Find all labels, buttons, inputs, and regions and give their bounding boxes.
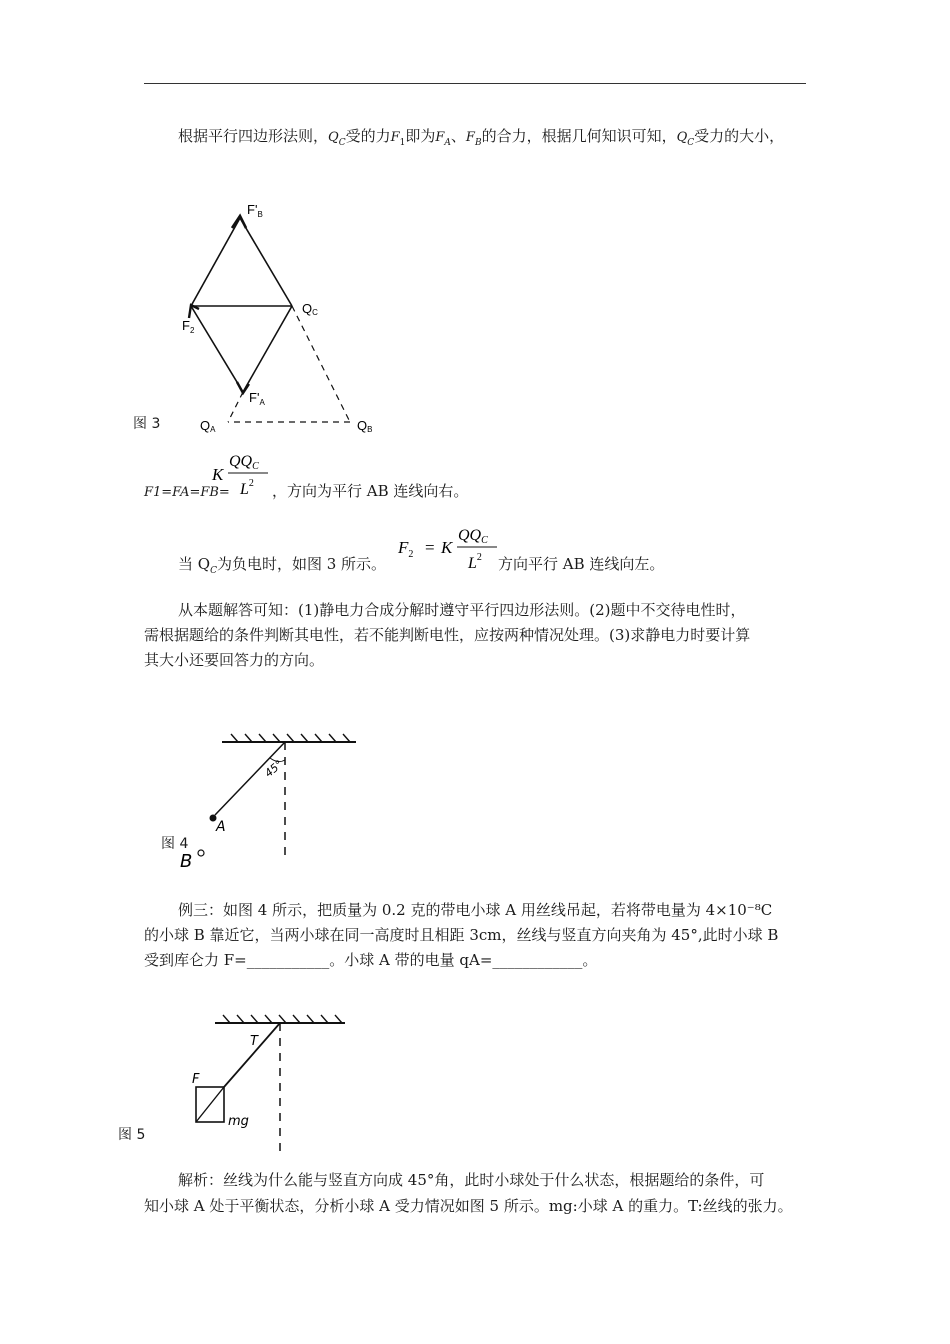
lhs-f2: $F_2$ — [398, 538, 414, 560]
text: 根据平行四边形法则， — [178, 127, 329, 145]
fa-symbol: F — [435, 130, 445, 145]
text: 受力的大小， — [694, 127, 785, 145]
tension-label: T — [250, 1034, 258, 1049]
example-3-line-3: 受到库仑力 F=___________。小球 A 带的电量 qA=____________。 — [144, 951, 598, 969]
tension-line — [224, 1023, 280, 1087]
label-fb: $F'_B$ — [247, 202, 263, 219]
example-3-line-2: 的小球 B 靠近它，当两小球在同一高度时且相距 3cm，丝线与竖直方向夹角为 45°,此时小球 B — [144, 926, 779, 944]
text: 当 Q — [178, 555, 211, 573]
label-f2: $F_2$ — [182, 318, 195, 335]
equation-2-direction: 方向平行 AB 连线向左。 — [498, 555, 665, 573]
label-qc: QC — [302, 301, 318, 317]
subscript: B — [474, 138, 482, 148]
label-qa: QA — [200, 418, 216, 434]
angle-label: 45° — [262, 757, 286, 780]
text: 即为 — [405, 127, 436, 145]
text: 、 — [450, 127, 466, 145]
subscript: A — [444, 138, 451, 148]
conclusion-line-1: 从本题解答可知：(1)静电力合成分解时遵守平行四边形法则。(2)题中不交待电性时， — [178, 601, 746, 619]
qc-symbol: Q — [328, 130, 339, 145]
label-qb: QB — [357, 418, 373, 434]
force-label: F — [192, 1072, 200, 1087]
denominator: $L^2$ — [468, 552, 482, 572]
figure-3-label: 图 3 — [133, 416, 161, 432]
ceiling-hatching — [223, 1015, 342, 1023]
label-fa: $F'_A$ — [249, 390, 265, 407]
equals-sign: = — [425, 538, 435, 557]
analysis-line-2: 知小球 A 处于平衡状态，分析小球 A 受力情况如图 5 所示。mg:小球 A 的重力。T:丝线的张力。 — [144, 1197, 793, 1215]
denominator: $L^2$ — [240, 478, 254, 498]
k-constant: K — [212, 465, 224, 484]
equation-lhs: F1=FA=FB= — [144, 485, 230, 500]
conclusion-line-2: 需根据题给的条件判断其电性，若不能判断电性，应按两种情况处理。(3)求静电力时要计算 — [144, 626, 751, 644]
gravity-label: mg — [228, 1114, 249, 1129]
subscript: C — [687, 138, 695, 148]
figure-4-label: 图 4 — [161, 836, 189, 852]
analysis-line-1: 解析：丝线为什么能与竖直方向成 45°角，此时小球处于什么状态，根据题给的条件，可 — [178, 1171, 765, 1189]
f1-symbol: F — [390, 130, 400, 145]
force-diagonal — [196, 1087, 224, 1122]
equation-1-direction: ，方向为平行 AB 连线向右。 — [272, 482, 469, 500]
subscript: 1 — [399, 138, 406, 148]
qc-symbol: Q — [676, 130, 688, 145]
figure-5-label: 图 5 — [118, 1127, 146, 1143]
text: 的合力，根据几何知识可知， — [481, 127, 677, 145]
example-3-line-1: 例三：如图 4 所示，把质量为 0.2 克的带电小球 A 用丝线吊起，若将带电量为 4×10⁻⁸C — [178, 901, 773, 919]
fb-symbol: F — [465, 130, 475, 145]
text: 为负电时，如图 3 所示。 — [216, 555, 387, 573]
numerator: QQC — [458, 527, 488, 546]
numerator: QQC — [229, 453, 259, 472]
text: 受的力 — [345, 127, 391, 145]
conclusion-line-3: 其大小还要回答力的方向。 — [144, 651, 325, 669]
ball-b-label: B — [180, 851, 193, 872]
subscript: C — [210, 566, 217, 576]
subscript: C — [338, 138, 346, 148]
k-constant: K — [441, 538, 453, 557]
ball-a-label: A — [216, 819, 226, 835]
